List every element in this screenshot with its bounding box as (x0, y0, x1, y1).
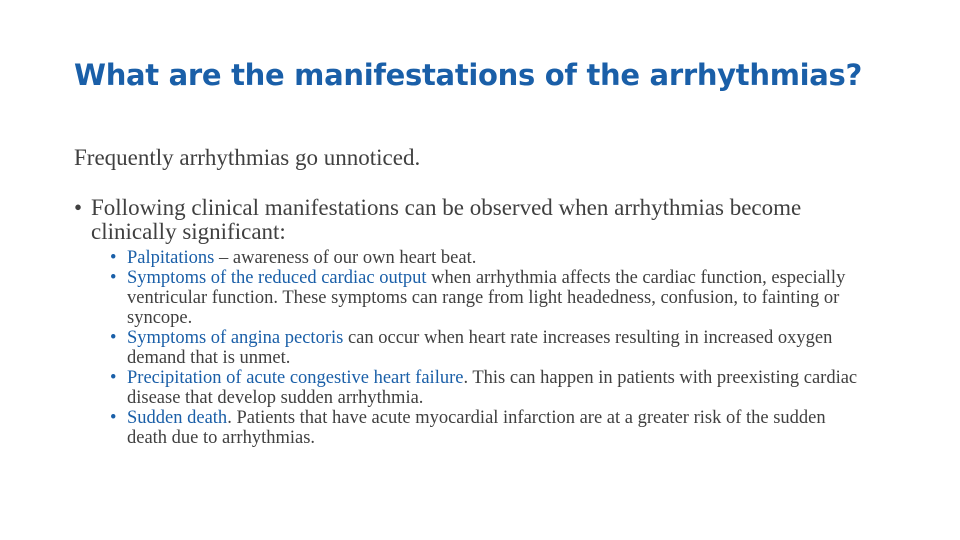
bullet-icon: • (110, 368, 117, 388)
bullet-icon: • (110, 408, 117, 428)
main-bullet-item (74, 196, 874, 448)
list-item (91, 268, 867, 328)
list-item (91, 248, 867, 268)
item-text: can occur when heart rate increases resulting in increased oxygen demand that is unmet. (127, 328, 833, 368)
item-text: . Patients that have acute myocardial infarction are at a greater risk of the sudden death due to arrhythmias. (127, 408, 826, 448)
sub-bullet-list (91, 248, 874, 448)
intro-text: Frequently arrhythmias go unnoticed. (74, 145, 421, 170)
item-highlight: Symptoms of the reduced cardiac output (127, 268, 427, 288)
item-text: . This can happen in patients with preexisting cardiac disease that develop sudden arrhythmia. (127, 368, 858, 408)
item-highlight: Palpitations (127, 248, 215, 268)
item-highlight: Precipitation of acute congestive heart failure (127, 368, 464, 388)
item-text: when arrhythmia affects the cardiac function, especially ventricular function. These symptoms can range from light headedness, confusion, to fainting or syncope. (127, 268, 846, 328)
list-item (91, 328, 867, 368)
item-text: – awareness of our own heart beat. (214, 248, 477, 268)
slide-title: What are the manifestations of the arrhythmias? (74, 58, 863, 92)
bullet-icon: • (74, 195, 83, 220)
bullet-icon: • (110, 268, 117, 288)
main-point-text: Following clinical manifestations can be observed when arrhythmias become clinically significant: (91, 195, 802, 244)
main-bullet-list (74, 196, 874, 448)
list-item (91, 408, 867, 448)
item-highlight: Sudden death (127, 408, 228, 428)
list-item (91, 368, 867, 408)
item-highlight: Symptoms of angina pectoris (127, 328, 344, 348)
bullet-icon: • (110, 328, 117, 348)
bullet-icon: • (110, 248, 117, 268)
